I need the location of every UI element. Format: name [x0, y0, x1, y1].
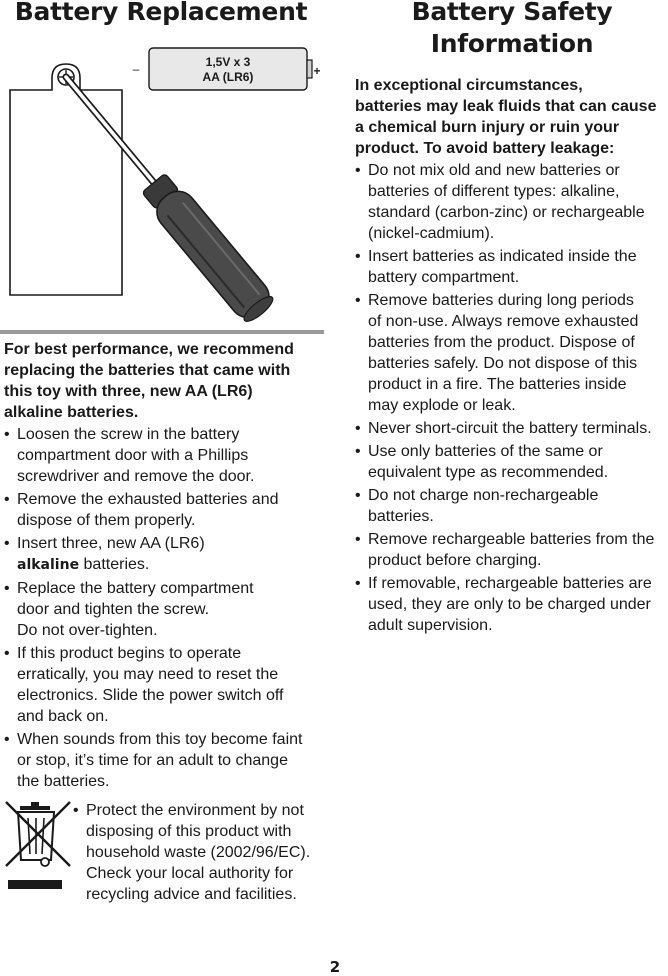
item-line: • Loosen the screw in the battery — [17, 426, 240, 443]
item-line — [17, 554, 326, 576]
item-line-rest: batteries. — [79, 556, 150, 573]
item-line: • When sounds from this toy become faint — [17, 731, 303, 748]
item-line: • If this product begins to operate — [17, 645, 242, 662]
item-line: batteries. — [368, 508, 434, 525]
battery-door-outline — [10, 64, 122, 295]
list-item — [4, 578, 326, 641]
environment-notice — [73, 800, 331, 907]
battery-voltage-label: 1,5V x 3 — [205, 55, 251, 69]
item-line: • If removable, rechargeable batteries are — [368, 575, 652, 592]
list-item — [4, 489, 326, 531]
crossed-out-wheelie-bin-icon — [4, 800, 74, 900]
item-line: compartment door with a Phillips — [17, 447, 249, 464]
item-line: adult supervision. — [368, 617, 493, 634]
item-line: product before charging. — [368, 552, 542, 569]
safety-list — [355, 160, 667, 636]
item-line: batteries safely. Do not dispose of this — [368, 355, 638, 372]
battery-plus-label: + — [313, 64, 321, 78]
section-divider — [0, 330, 324, 334]
item-line: or stop, it’s time for an adult to change — [17, 752, 288, 769]
item-line: and back on. — [17, 708, 109, 725]
item-line: product in a fire. The batteries inside — [368, 376, 627, 393]
intro-line: replacing the batteries that came with — [4, 362, 291, 379]
item-line: erratically, you may need to reset the — [17, 666, 279, 683]
item-line: household waste (2002/96/EC). — [86, 844, 311, 861]
item-line: may explode or leak. — [368, 397, 516, 414]
item-line: used, they are only to be charged under — [368, 596, 651, 613]
list-item — [355, 441, 667, 483]
list-item — [355, 573, 667, 636]
title-line: Information — [430, 29, 594, 58]
replacement-steps-list — [4, 424, 326, 792]
intro-line: For best performance, we recommend — [4, 341, 294, 358]
intro-line: In exceptional circumstances, — [355, 77, 583, 94]
item-line: batteries of different types: alkaline, — [368, 183, 620, 200]
intro-line: batteries may leak fluids that can cause — [355, 98, 657, 115]
list-item — [355, 160, 667, 244]
item-line: (nickel-cadmium). — [368, 225, 495, 242]
item-line: • Replace the battery compartment — [17, 580, 254, 597]
list-item — [355, 485, 667, 527]
item-line: Do not over-tighten. — [17, 622, 158, 639]
item-line: • Insert three, new AA (LR6) — [17, 535, 205, 552]
item-line: • Remove batteries during long periods — [368, 292, 634, 309]
list-item — [4, 643, 326, 727]
item-line: • Insert batteries as indicated inside the — [368, 248, 637, 265]
item-line: • Protect the environment by not — [86, 802, 304, 819]
list-item — [355, 246, 667, 288]
item-line: battery compartment. — [368, 269, 520, 286]
battery-safety-text — [355, 75, 667, 638]
item-line: dispose of them properly. — [17, 512, 196, 529]
item-line: Check your local authority for — [86, 865, 294, 882]
item-line: • Never short-circuit the battery terminals. — [368, 420, 652, 437]
battery-compartment-illustration — [0, 40, 330, 340]
item-line: • Remove the exhausted batteries and — [17, 491, 279, 508]
intro-line: product. To avoid battery leakage: — [355, 140, 615, 157]
item-line: standard (carbon-zinc) or rechargeable — [368, 204, 645, 221]
item-line: electronics. Slide the power switch off — [17, 687, 284, 704]
intro-line: a chemical burn injury or ruin your — [355, 119, 620, 136]
item-line: equivalent type as recommended. — [368, 464, 609, 481]
alkaline-emphasis: alkaline — [17, 557, 80, 573]
item-line: disposing of this product with — [86, 823, 292, 840]
recommendation-intro — [4, 339, 326, 423]
list-item — [4, 729, 326, 792]
item-line: • Use only batteries of the same or — [368, 443, 603, 460]
intro-line: this toy with three, new AA (LR6) — [4, 383, 253, 400]
item-line: screwdriver and remove the door. — [17, 468, 255, 485]
item-line: recycling advice and facilities. — [86, 886, 297, 903]
battery-replacement-title: Battery Replacement — [14, 0, 308, 26]
list-item — [355, 529, 667, 571]
safety-intro — [355, 75, 667, 159]
item-line: • Do not mix old and new batteries or — [368, 162, 620, 179]
environment-list — [73, 800, 331, 905]
list-item — [4, 533, 326, 576]
battery-safety-title — [356, 0, 668, 60]
battery-type-label: AA (LR6) — [202, 70, 254, 84]
item-line: • Remove rechargeable batteries from the — [368, 531, 655, 548]
intro-line: alkaline batteries. — [4, 404, 139, 421]
title-line: Battery Safety — [411, 0, 613, 26]
list-item — [4, 424, 326, 487]
item-line: of non-use. Always remove exhausted — [368, 313, 639, 330]
item-line: door and tighten the screw. — [17, 601, 210, 618]
list-item — [355, 290, 667, 416]
item-line: batteries from the product. Dispose of — [368, 334, 635, 351]
battery-minus-label: – — [132, 62, 140, 76]
item-line: • Do not charge non-rechargeable — [368, 487, 599, 504]
list-item — [73, 800, 331, 905]
item-line: the batteries. — [17, 773, 110, 790]
page-number: 2 — [329, 958, 341, 976]
battery-replacement-text — [4, 339, 326, 794]
list-item — [355, 418, 667, 439]
